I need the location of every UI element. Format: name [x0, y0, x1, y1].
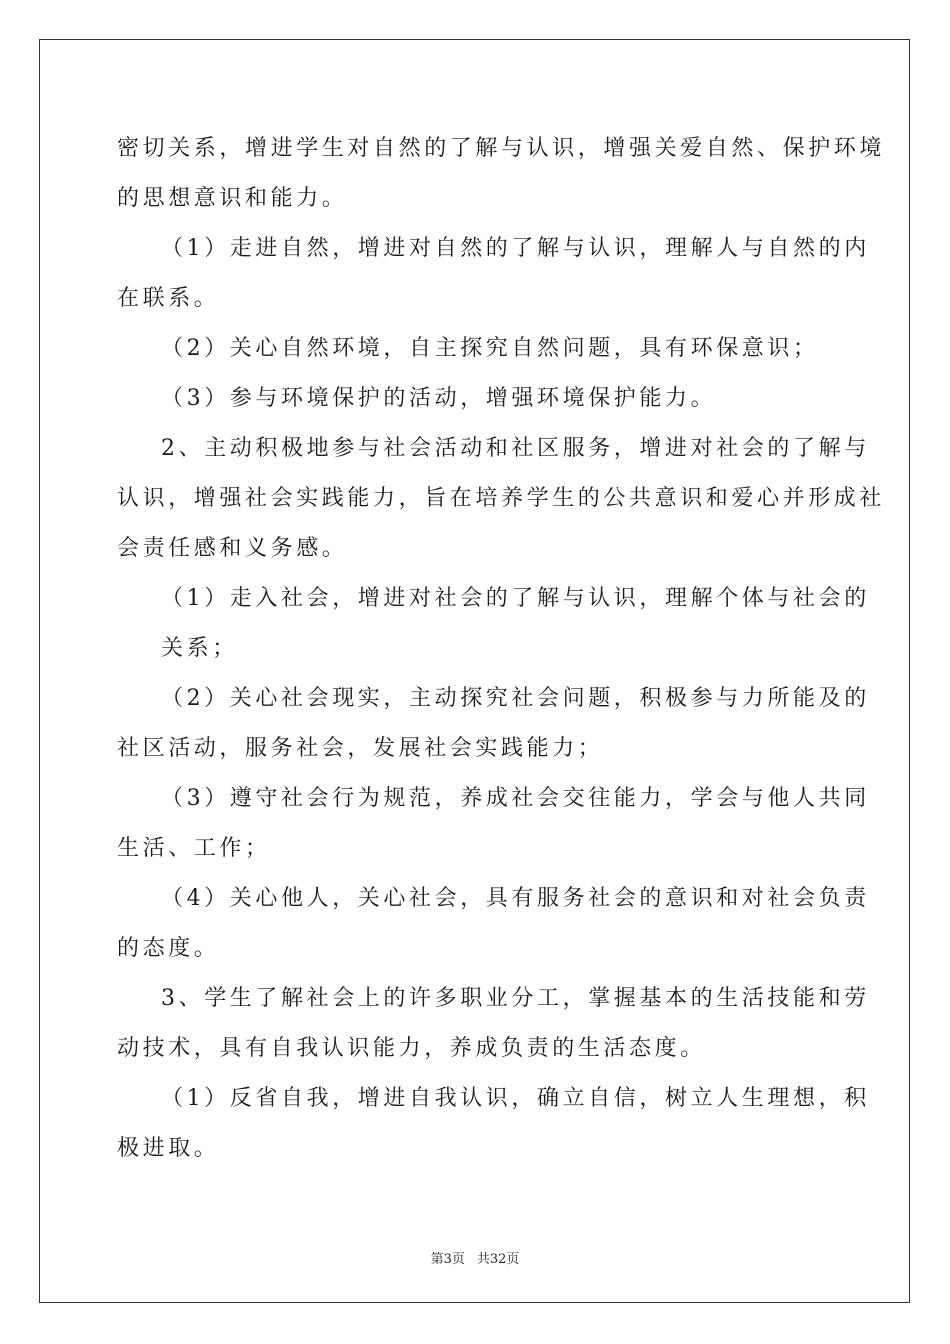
text-line: 的态度。	[117, 936, 220, 961]
page-footer	[0, 1248, 950, 1267]
text-line: （1）反省自我，增进自我认识，确立自信，树立人生理想，积	[161, 1086, 870, 1111]
text-line: （1）走入社会，增进对社会的了解与认识，理解个体与社会的	[161, 586, 870, 611]
text-line: 动技术，具有自我认识能力，养成负责的生活态度。	[117, 1036, 706, 1061]
text-line: （3）参与环境保护的活动，增强环境保护能力。	[161, 386, 717, 411]
text-line: 2、主动积极地参与社会活动和社区服务，增进对社会的了解与	[161, 436, 870, 461]
page-total: 共32页	[476, 1252, 520, 1267]
text-line: 密切关系，增进学生对自然的了解与认识，增强关爱自然、保护环境	[117, 136, 886, 161]
text-line: 生活、工作；	[117, 836, 271, 861]
text-line: （2）关心自然环境，自主探究自然问题，具有环保意识；	[161, 336, 819, 361]
page-number: 第3页	[430, 1252, 465, 1267]
text-line: 会责任感和义务感。	[117, 536, 348, 561]
text-line: 3、学生了解社会上的许多职业分工，掌握基本的生活技能和劳	[161, 986, 870, 1011]
text-line: 认识，增强社会实践能力，旨在培养学生的公共意识和爱心并形成社	[117, 486, 886, 511]
text-line: （2）关心社会现实，主动探究社会问题，积极参与力所能及的	[161, 686, 870, 711]
text-line: 的思想意识和能力。	[117, 186, 348, 211]
text-line: （1）走进自然，增进对自然的了解与认识，理解人与自然的内	[161, 236, 870, 261]
text-line: 极进取。	[117, 1136, 220, 1161]
text-line: 社区活动，服务社会，发展社会实践能力；	[117, 736, 604, 761]
page-border	[39, 39, 910, 1303]
text-line: 在联系。	[117, 286, 220, 311]
text-line: 关系；	[161, 636, 238, 661]
text-line: （3）遵守社会行为规范，养成社会交往能力，学会与他人共同	[161, 786, 870, 811]
text-line: （4）关心他人，关心社会，具有服务社会的意识和对社会负责	[161, 886, 870, 911]
